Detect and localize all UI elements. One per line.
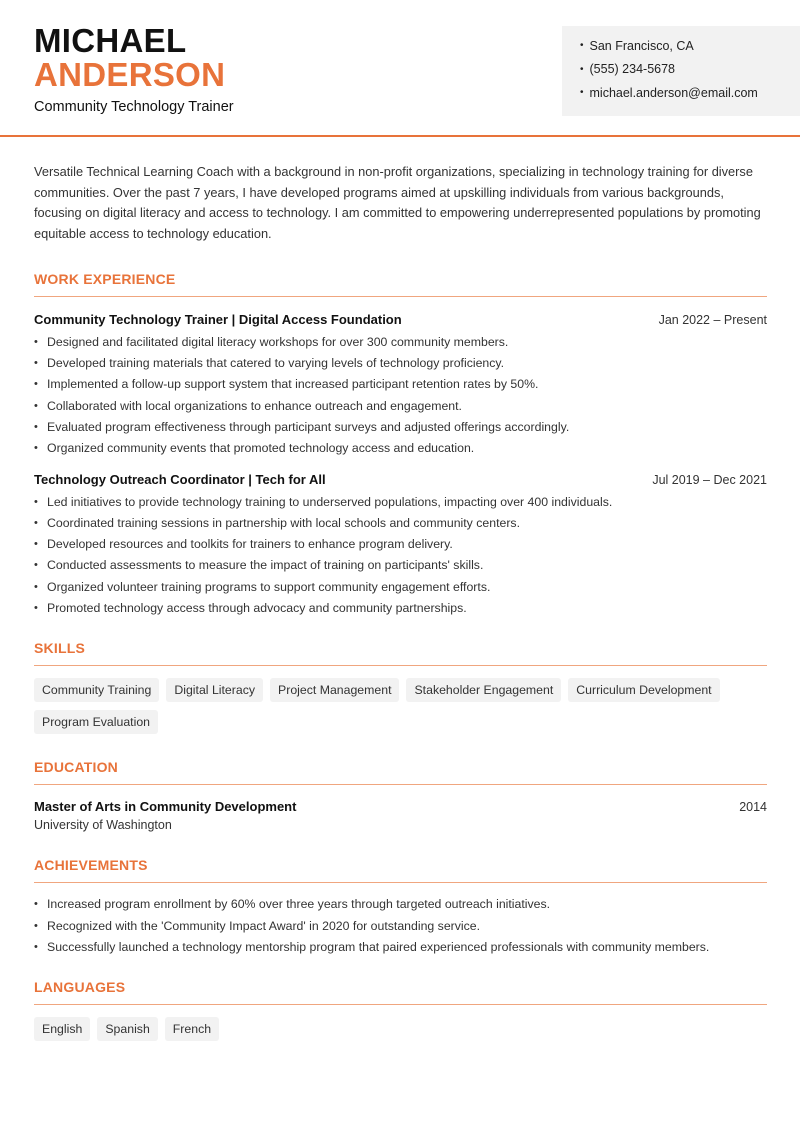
job-bullet: • Collaborated with local organizations to enhance outreach and engagement.: [34, 396, 767, 417]
skill-chip: Community Training: [34, 678, 159, 702]
achievements-list: [34, 894, 767, 958]
job-bullet: • Developed resources and toolkits for trainers to enhance program delivery.: [34, 534, 767, 555]
achievement-item: • Increased program enrollment by 60% over three years through targeted outreach initiatives.: [34, 894, 767, 915]
job-bullet: • Promoted technology access through advocacy and community partnerships.: [34, 598, 767, 619]
achievements-section: [34, 857, 767, 958]
job-bullet: • Led initiatives to provide technology training to underserved populations, impacting over 400 individuals.: [34, 492, 767, 513]
education-school: University of Washington: [34, 818, 172, 833]
section-title-education: EDUCATION: [34, 759, 767, 785]
bullet-icon: •: [580, 40, 584, 52]
language-chip: English: [34, 1017, 90, 1041]
summary: Versatile Technical Learning Coach with a background in non-profit organizations, specializing in technology training for diverse communities. Over the past 7 years, I have developed programs aimed at upskilling individuals from various backgrounds, focusing on digital literacy and access to technology. I am committed to empowering underrepresented populations by promoting equitable access to technology education.: [34, 164, 761, 242]
job-title: Community Technology Trainer: [34, 99, 234, 115]
education-degree: Master of Arts in Community Development: [34, 799, 297, 815]
job-bullet: • Implemented a follow-up support system that increased participant retention rates by 50%.: [34, 374, 767, 395]
languages-section: [34, 979, 767, 1041]
section-title-languages: LANGUAGES: [34, 979, 767, 1005]
contact-email-text[interactable]: michael.anderson@email.com: [589, 85, 758, 100]
job-bullet: • Designed and facilitated digital literacy workshops for over 300 community members.: [34, 332, 767, 353]
languages-list: [34, 1017, 767, 1041]
resume-body: [34, 137, 767, 1041]
contact-box: [562, 26, 800, 116]
job-entry: [34, 472, 767, 620]
job-header: [34, 472, 767, 487]
job-bullet: • Coordinated training sessions in partnership with local schools and community centers.: [34, 513, 767, 534]
job-bullet: • Evaluated program effectiveness through participant surveys and adjusted offerings accordingly.: [34, 417, 767, 438]
achievement-item: • Recognized with the 'Community Impact Award' in 2020 for outstanding service.: [34, 916, 767, 937]
job-bullet: • Organized volunteer training programs to support community engagement efforts.: [34, 577, 767, 598]
first-name: MICHAEL: [34, 22, 187, 59]
job-bullet: • Conducted assessments to measure the impact of training on participants' skills.: [34, 555, 767, 576]
last-name: ANDERSON: [34, 56, 226, 93]
contact-email[interactable]: [580, 81, 800, 105]
name-block: [34, 24, 225, 92]
contact-location: [580, 34, 800, 58]
job-date: Jan 2022 – Present: [658, 312, 767, 327]
job-bullet: • Organized community events that promoted technology access and education.: [34, 438, 767, 459]
section-title-achievements: ACHIEVEMENTS: [34, 857, 767, 883]
resume-header: [0, 0, 800, 137]
language-chip: Spanish: [97, 1017, 157, 1041]
contact-phone-text: (555) 234-5678: [589, 62, 675, 77]
education-header: [34, 799, 767, 814]
bullet-icon: •: [580, 63, 584, 75]
skills-section: [34, 640, 767, 734]
contact-phone: [580, 58, 800, 82]
education-section: [34, 759, 767, 832]
skill-chip: Digital Literacy: [166, 678, 263, 702]
job-date: Jul 2019 – Dec 2021: [652, 472, 767, 487]
bullet-icon: •: [580, 87, 584, 99]
language-chip: French: [165, 1017, 219, 1041]
skill-chip: Program Evaluation: [34, 710, 158, 734]
skill-chip: Curriculum Development: [568, 678, 719, 702]
job-header: [34, 312, 767, 327]
education-year: 2014: [739, 800, 767, 815]
section-title-skills: SKILLS: [34, 640, 767, 666]
job-entry: [34, 312, 767, 460]
contact-location-text: San Francisco, CA: [589, 38, 694, 53]
job-name: Technology Outreach Coordinator | Tech for All: [34, 471, 326, 487]
skills-list: [34, 678, 767, 734]
job-bullets: [34, 492, 767, 620]
work-experience-section: [34, 271, 767, 620]
job-bullets: [34, 332, 767, 460]
skill-chip: Stakeholder Engagement: [406, 678, 561, 702]
job-bullet: • Developed training materials that catered to varying levels of technology proficiency.: [34, 353, 767, 374]
skill-chip: Project Management: [270, 678, 399, 702]
job-name: Community Technology Trainer | Digital Access Foundation: [34, 311, 402, 327]
achievement-item: • Successfully launched a technology mentorship program that paired experienced professionals with community members.: [34, 937, 767, 958]
section-title-work: WORK EXPERIENCE: [34, 271, 767, 297]
